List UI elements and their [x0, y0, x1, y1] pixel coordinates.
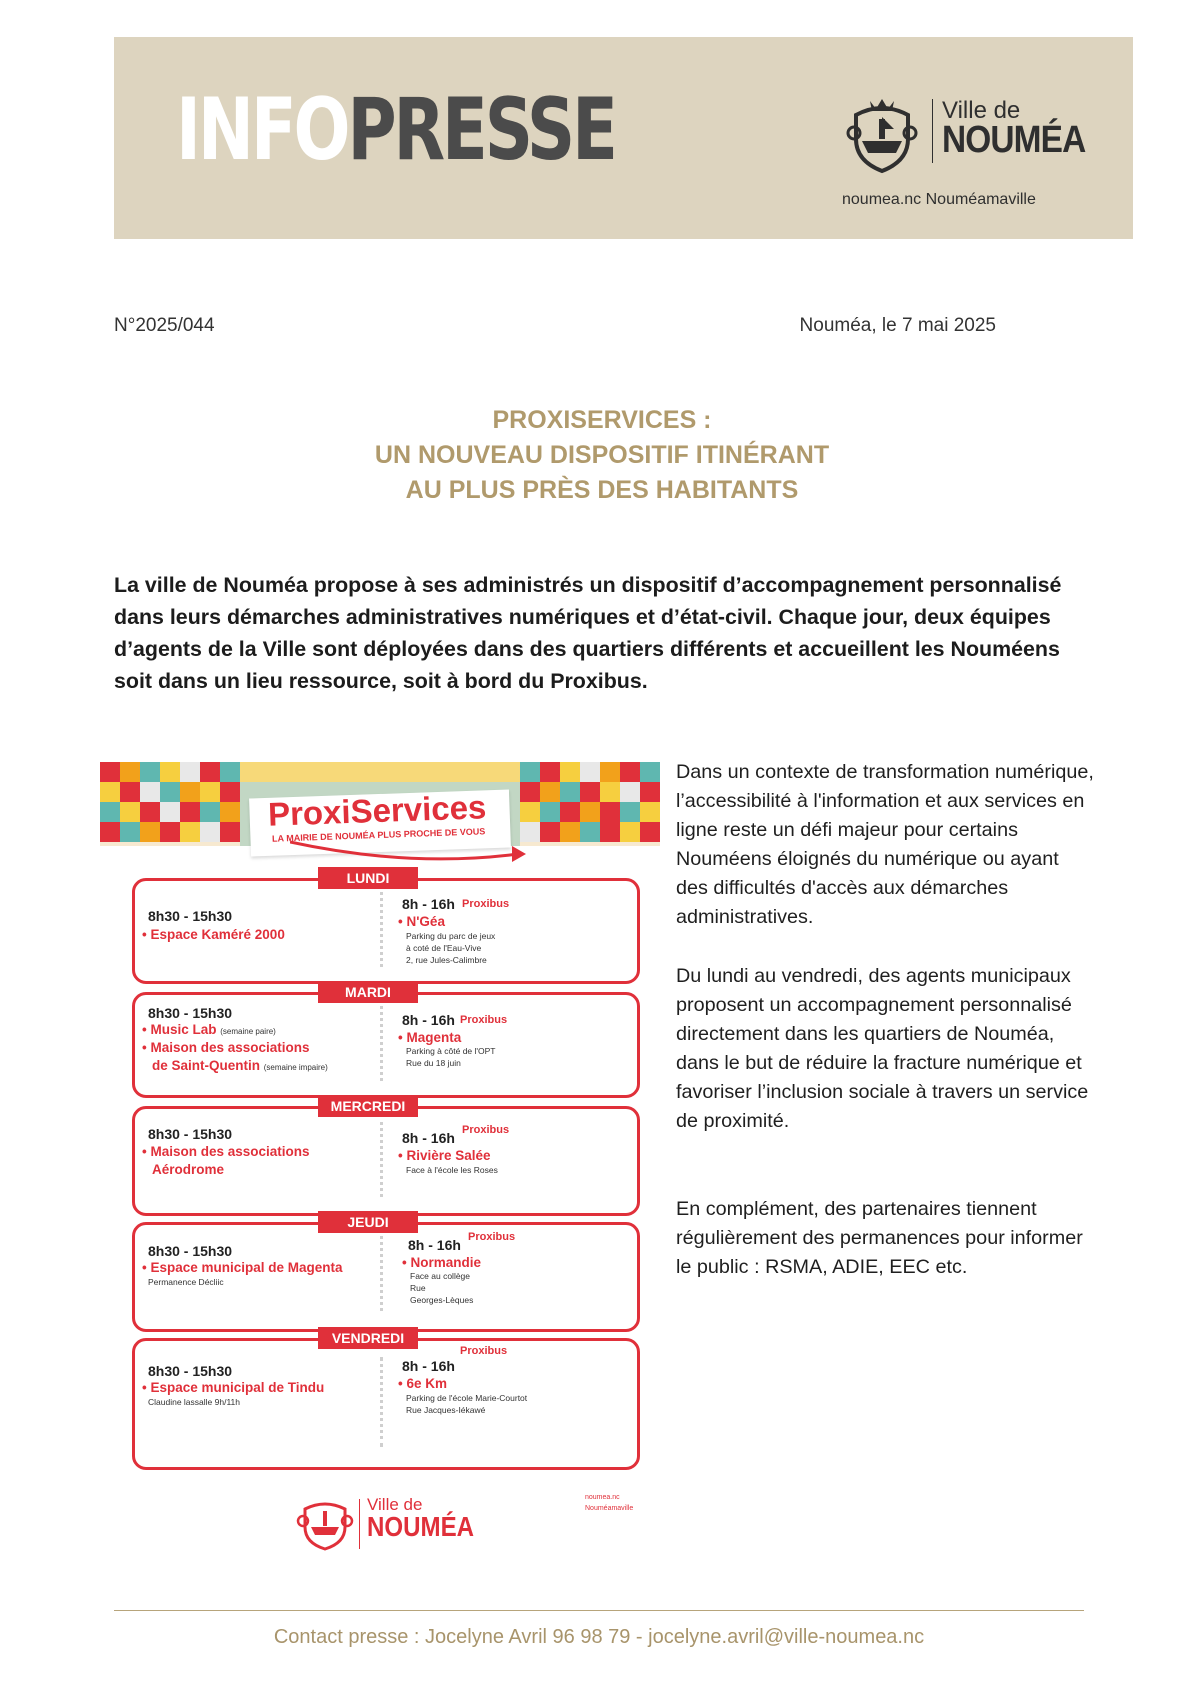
left-time: 8h30 - 15h30	[148, 1243, 233, 1259]
day-box-mercredi	[132, 1106, 640, 1216]
left-place-text: • Music Lab	[142, 1022, 217, 1037]
left-note: Claudine lassalle 9h/11h	[148, 1397, 240, 1407]
press-contact[interactable]: Contact presse : Jocelyne Avril 96 98 79 - jocelyne.avril@ville-noumea.nc	[273, 1626, 925, 1648]
left-place: • Espace municipal de Tindu	[142, 1380, 325, 1395]
left-time: 8h30 - 15h30	[148, 1005, 233, 1021]
day-divider	[380, 892, 383, 967]
right-time: 8h - 16h	[402, 1130, 455, 1146]
proxibus-label: Proxibus	[460, 1014, 508, 1026]
headline-line-2: UN NOUVEAU DISPOSITIF ITINÉRANT	[374, 441, 830, 469]
right-time: 8h - 16h	[408, 1237, 461, 1253]
poster-social-links: noumea.nc Nouméamaville	[585, 1494, 634, 1512]
poster-title-services: Services	[349, 788, 487, 830]
body-paragraph-1: Dans un contexte de transformation numérique, l’accessibilité à l'information et aux services en ligne reste un défi majeur pour certains Nouméens éloignés du numérique ou ayant des difficultés d'accès aux démarches administratives.	[676, 761, 1094, 928]
press-release-number: N°2025/044	[114, 315, 215, 336]
left-time: 8h30 - 15h30	[148, 1363, 233, 1379]
logo-noumea: NOUMÉA	[942, 119, 1086, 161]
left-place: • Espace Kaméré 2000	[142, 927, 285, 942]
ville-de-noumea-logo	[842, 95, 1086, 208]
proxibus-label: Proxibus	[462, 898, 510, 910]
footer-divider	[114, 1610, 1084, 1611]
header-banner	[114, 37, 1133, 239]
logo-ville-de: Ville de	[942, 97, 1021, 124]
headline-line-3: AU PLUS PRÈS DES HABITANTS	[405, 476, 799, 504]
right-note: Parking de l'école Marie-Courtot Rue Jacques-Iékawé	[406, 1393, 528, 1415]
right-place: • N'Géa	[398, 914, 445, 929]
poster-ville-logo	[295, 1495, 475, 1555]
right-place: • Magenta	[398, 1030, 462, 1045]
day-tab: JEUDI	[318, 1211, 418, 1233]
lead-paragraph: La ville de Nouméa propose à ses administrés un dispositif d’accompagnement personnalisé dans leurs démarches administratives numériques et d’état-civil. Chaque jour, deux équipes d’agents de la Ville sont déployées dans des quartiers différents et accueillent les Nouméens soit dans un lieu ressource, soit à bord du Proxibus.	[114, 573, 1062, 693]
poster-logo-ville-de: Ville de	[367, 1495, 423, 1514]
poster-logo-divider	[359, 1499, 360, 1549]
left-place-text: de Saint-Quentin	[152, 1058, 260, 1073]
left-place-note: (semaine paire)	[220, 1027, 276, 1036]
left-time: 8h30 - 15h30	[148, 908, 233, 924]
right-time: 8h - 16h	[402, 1358, 455, 1374]
info-presse-wordmark	[176, 80, 615, 180]
left-place: • Maison des associations	[142, 1040, 310, 1055]
left-place-note: (semaine impaire)	[263, 1063, 328, 1072]
poster-subtitle: LA MAIRIE DE NOUMÉA PLUS PROCHE DE VOUS	[271, 826, 486, 844]
left-place: • Espace municipal de Magenta	[142, 1260, 343, 1275]
right-place: • Rivière Salée	[398, 1148, 491, 1163]
poster-logo-noumea: NOUMÉA	[367, 1511, 475, 1542]
left-place: Aérodrome	[152, 1162, 225, 1177]
right-note: Face à l'école les Roses	[406, 1165, 498, 1175]
day-tab: MARDI	[318, 981, 418, 1003]
day-divider	[380, 1006, 383, 1081]
wordmark-info: INFO	[176, 80, 348, 180]
left-time: 8h30 - 15h30	[148, 1126, 233, 1142]
coat-of-arms-icon	[295, 1495, 355, 1551]
day-tab: LUNDI	[318, 867, 418, 889]
right-time: 8h - 16h	[402, 1012, 455, 1028]
headline-line-1: PROXISERVICES :	[492, 406, 712, 434]
header-social-links[interactable]: noumea.nc Nouméamaville	[842, 191, 1036, 208]
right-note: Parking à côté de l'OPT Rue du 18 juin	[406, 1046, 496, 1068]
left-note: Permanence Décliic	[148, 1277, 224, 1287]
left-place	[142, 1022, 276, 1037]
day-divider	[380, 1236, 383, 1311]
body-paragraph-2: Du lundi au vendredi, des agents municipaux proposent un accompagnement personnalisé directement dans les quartiers de Nouméa, dans le but de réduire la fracture numérique et favoriser l’inclusion sociale à travers un service de proximité.	[676, 965, 1089, 1132]
right-note: Face au collège Rue Georges-Lèques	[410, 1271, 474, 1305]
body-paragraph-3: En complément, des partenaires tiennent régulièrement des permanences pour informer le public : RSMA, ADIE, EEC etc.	[676, 1198, 1083, 1278]
press-release-date: Nouméa, le 7 mai 2025	[799, 315, 996, 336]
poster-title-proxi: Proxi	[267, 792, 352, 833]
proxibus-label: Proxibus	[462, 1124, 510, 1136]
day-divider	[380, 1357, 383, 1447]
day-tab: MERCREDI	[318, 1095, 418, 1117]
right-note: Parking du parc de jeux à coté de l'Eau-Vive 2, rue Jules-Calimbre	[406, 931, 496, 965]
proxibus-label: Proxibus	[468, 1231, 516, 1243]
day-tab: VENDREDI	[318, 1327, 418, 1349]
route-arrow-icon	[290, 836, 530, 866]
left-place	[152, 1058, 328, 1073]
day-divider	[380, 1122, 383, 1197]
right-place: • Normandie	[402, 1255, 481, 1270]
proxibus-label: Proxibus	[460, 1345, 508, 1357]
right-place: • 6e Km	[398, 1376, 447, 1391]
coat-of-arms-icon	[842, 95, 922, 175]
logo-divider	[932, 99, 933, 163]
proxiservices-poster	[100, 762, 660, 1557]
wordmark-presse: PRESSE	[347, 80, 615, 180]
right-time: 8h - 16h	[402, 896, 455, 912]
left-place: • Maison des associations	[142, 1144, 310, 1159]
